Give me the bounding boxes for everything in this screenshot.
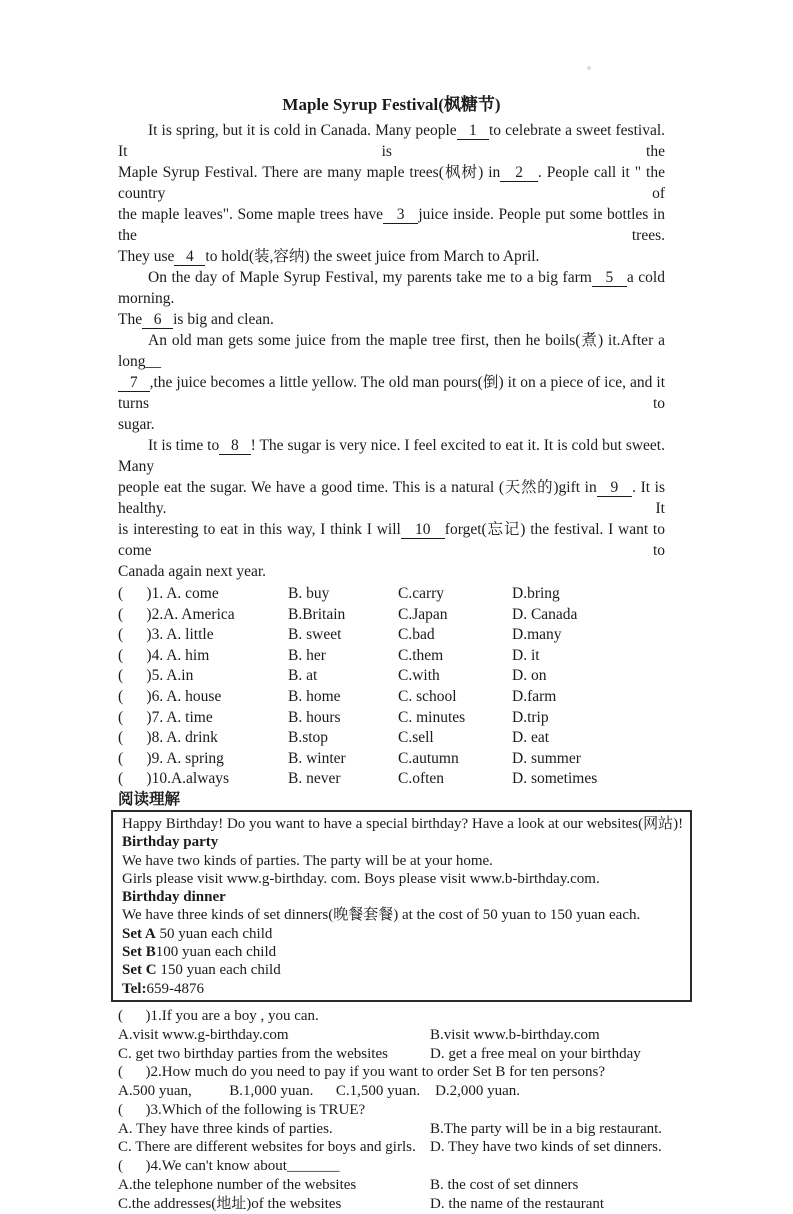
cloze-line: On the day of Maple Syrup Festival, my parents take me to a big farm 5 a cold morning.	[118, 269, 665, 307]
cloze-blank-8: 8	[219, 437, 251, 454]
reading-box-line-3	[122, 852, 684, 870]
option-cell: D. on	[512, 667, 547, 685]
reading-option-row	[118, 1045, 665, 1064]
line-text: 100 yuan each child	[155, 944, 277, 961]
option-cell: D.bring	[512, 585, 560, 602]
reading-option-row	[118, 1195, 665, 1214]
reading-question-line: ( )4.We can't know about_______	[118, 1158, 340, 1175]
reading-box-line-10	[122, 980, 684, 998]
option-cell: ( )7. A. time	[118, 708, 213, 726]
cloze-option-row-10	[118, 769, 665, 790]
cloze-blank-1: 1	[456, 122, 489, 139]
option-cell: C. school	[398, 687, 457, 705]
option-cell: C.with	[398, 667, 440, 685]
page-artifact-dot	[587, 66, 591, 70]
bold-lead: Set B	[122, 944, 156, 961]
cloze-option-row-1	[118, 584, 665, 605]
option-cell: C. minutes	[398, 708, 466, 726]
option-cell: B. at	[288, 667, 318, 685]
line-text: 659-4876	[146, 980, 204, 997]
option-cell: C.often	[398, 770, 445, 788]
option-right: B.visit www.b-birthday.com	[430, 1026, 600, 1043]
option-right: D. the name of the restaurant	[430, 1195, 605, 1212]
option-cell: B. her	[288, 646, 326, 664]
cloze-line: It is spring, but it is cold in Canada. Many people 1 to celebrate a sweet festival. It is the	[118, 122, 666, 160]
cloze-line: They use 4 to hold(装,容纳) the sweet juice from March to April.	[118, 248, 540, 265]
cloze-line: the maple leaves". Some maple trees have 3 juice inside. People put some bottles in the trees.	[118, 206, 665, 244]
cloze-line: Canada again next year.	[118, 563, 267, 580]
option-cell: D.trip	[512, 708, 549, 726]
reading-box-line-2	[122, 833, 684, 851]
reading-option-row	[118, 1026, 665, 1045]
option-cell: ( )3. A. little	[118, 626, 214, 644]
cloze-option-row-7	[118, 708, 665, 729]
cloze-line: The 6 is big and clean.	[118, 311, 274, 328]
option-cell: D.farm	[512, 687, 557, 705]
bold-lead: Tel:	[122, 980, 147, 997]
cloze-option-row-5	[118, 666, 665, 687]
bold-lead: Set A	[122, 925, 156, 942]
cloze-option-row-6	[118, 687, 665, 708]
reading-question-line: A.500 yuan, B.1,000 yuan. C.1,500 yuan. D.2,000 yuan.	[118, 1083, 521, 1100]
option-cell: ( )6. A. house	[118, 687, 222, 705]
option-cell: D.many	[512, 626, 562, 644]
cloze-option-row-9	[118, 749, 665, 770]
option-left: A.the telephone number of the websites	[118, 1177, 357, 1194]
option-cell: B. hours	[288, 708, 341, 726]
option-cell: D. Canada	[512, 605, 578, 623]
option-left: C.the addresses(地址)of the websites	[118, 1195, 342, 1212]
line-text: Girls please visit www.g-birthday. com. Boys please visit www.b-birthday.com.	[122, 870, 600, 887]
cloze-line: An old man gets some juice from the maple tree first, then he boils(煮) it.After a long__	[118, 332, 665, 370]
reading-section-heading: 阅读理解	[118, 790, 181, 808]
option-cell: B. buy	[288, 585, 330, 602]
reading-question-line: ( )2.How much do you need to pay if you want to order Set B for ten persons?	[118, 1064, 605, 1081]
option-right: D. get a free meal on your birthday	[430, 1045, 641, 1062]
cloze-option-row-4	[118, 646, 665, 667]
line-text: 50 yuan each child	[155, 925, 273, 942]
reading-box-line-4	[122, 870, 684, 888]
option-cell: B.stop	[288, 729, 329, 747]
reading-box-line-1	[122, 815, 684, 833]
cloze-paragraph-1	[118, 120, 665, 267]
option-cell: C.bad	[398, 626, 435, 644]
reading-option-row	[118, 1120, 665, 1139]
reading-box-line-5	[122, 888, 684, 906]
bold-lead: Birthday dinner	[122, 889, 226, 906]
option-cell: ( )8. A. drink	[118, 729, 218, 747]
option-cell: D. sometimes	[512, 770, 598, 788]
cloze-line: Maple Syrup Festival. There are many maple trees(枫树) in 2 . People call it " the country of	[118, 164, 665, 202]
cloze-option-row-3	[118, 625, 665, 646]
option-left: C. get two birthday parties from the websites	[118, 1045, 388, 1062]
cloze-options-table	[118, 584, 665, 790]
cloze-line: sugar.	[118, 416, 155, 433]
cloze-paragraph-3	[118, 330, 665, 435]
line-text: Happy Birthday! Do you want to have a special birthday? Have a look at our websites(网站)!	[122, 815, 684, 832]
cloze-line: It is time to 8 ! The sugar is very nice. I feel excited to eat it. It is cold but sweet. Many	[118, 437, 665, 475]
cloze-blank-9: 9	[596, 479, 633, 496]
reading-box-line-9	[122, 961, 684, 979]
cloze-blank-10: 10	[400, 521, 445, 538]
bold-lead: Birthday party	[122, 834, 219, 851]
worksheet-title: Maple Syrup Festival(枫糖节)	[282, 95, 501, 114]
worksheet-content	[118, 94, 684, 1214]
option-cell: C.autumn	[398, 749, 459, 767]
reading-question-line: ( )3.Which of the following is TRUE?	[118, 1101, 366, 1118]
option-cell: B.Britain	[288, 605, 346, 623]
reading-option-row	[118, 1176, 665, 1195]
bold-lead: Set C	[122, 962, 157, 979]
option-right: D. They have two kinds of set dinners.	[430, 1139, 662, 1156]
option-cell: ( )9. A. spring	[118, 749, 224, 767]
option-cell: D. summer	[512, 749, 581, 767]
option-cell: C.sell	[398, 729, 434, 747]
cloze-blank-2: 2	[500, 164, 538, 181]
option-left: C. There are different websites for boys and girls.	[118, 1139, 416, 1156]
option-cell: B. sweet	[288, 626, 342, 644]
option-left: A. They have three kinds of parties.	[118, 1120, 333, 1137]
option-cell: C.carry	[398, 585, 445, 602]
option-cell: B. never	[288, 770, 341, 788]
reading-box-line-7	[122, 925, 684, 943]
option-cell: C.Japan	[398, 605, 448, 623]
option-cell: ( )1. A. come	[118, 585, 219, 602]
option-cell: ( )2.A. America	[118, 605, 235, 623]
option-cell: ( )5. A.in	[118, 667, 194, 685]
reading-questions	[118, 1007, 665, 1214]
reading-question-line: ( )1.If you are a boy , you can.	[118, 1007, 319, 1024]
cloze-option-row-8	[118, 728, 665, 749]
cloze-paragraph-4	[118, 435, 665, 582]
cloze-blank-6: 6	[142, 311, 174, 328]
option-cell: ( )4. A. him	[118, 646, 210, 664]
line-text: 150 yuan each child	[156, 962, 281, 979]
cloze-line: people eat the sugar. We have a good time. This is a natural (天然的)gift in 9 . It is healthy. It	[118, 479, 665, 517]
line-text: We have two kinds of parties. The party will be at your home.	[122, 852, 493, 869]
cloze-blank-3: 3	[383, 206, 419, 223]
option-right: B. the cost of set dinners	[430, 1177, 579, 1194]
cloze-blank-5: 5	[591, 269, 627, 286]
cloze-line: 7 ,the juice becomes a little yellow. The old man pours(倒) it on a piece of ice, and it turns to	[118, 374, 665, 412]
option-cell: ( )10.A.always	[118, 770, 230, 788]
option-cell: B. home	[288, 687, 341, 705]
cloze-line: is interesting to eat in this way, I think I will 10 forget(忘记) the festival. I want to come to	[118, 521, 665, 559]
cloze-paragraph-2	[118, 267, 665, 330]
option-right: B.The party will be in a big restaurant.	[430, 1120, 663, 1137]
cloze-passage	[118, 120, 665, 582]
option-cell: B. winter	[288, 749, 346, 767]
cloze-blank-4: 4	[174, 248, 206, 265]
reading-box-line-8	[122, 943, 684, 961]
option-cell: D. it	[512, 646, 540, 664]
option-cell: C.them	[398, 646, 444, 664]
reading-passage-box	[111, 810, 692, 1002]
reading-option-row	[118, 1138, 665, 1157]
cloze-option-row-2	[118, 605, 665, 626]
reading-box-line-6	[122, 906, 684, 924]
cloze-blank-7: 7	[118, 374, 150, 391]
option-left: A.visit www.g-birthday.com	[118, 1026, 289, 1043]
option-cell: D. eat	[512, 729, 550, 747]
line-text: We have three kinds of set dinners(晚餐套餐) at the cost of 50 yuan to 150 yuan each.	[122, 907, 641, 924]
